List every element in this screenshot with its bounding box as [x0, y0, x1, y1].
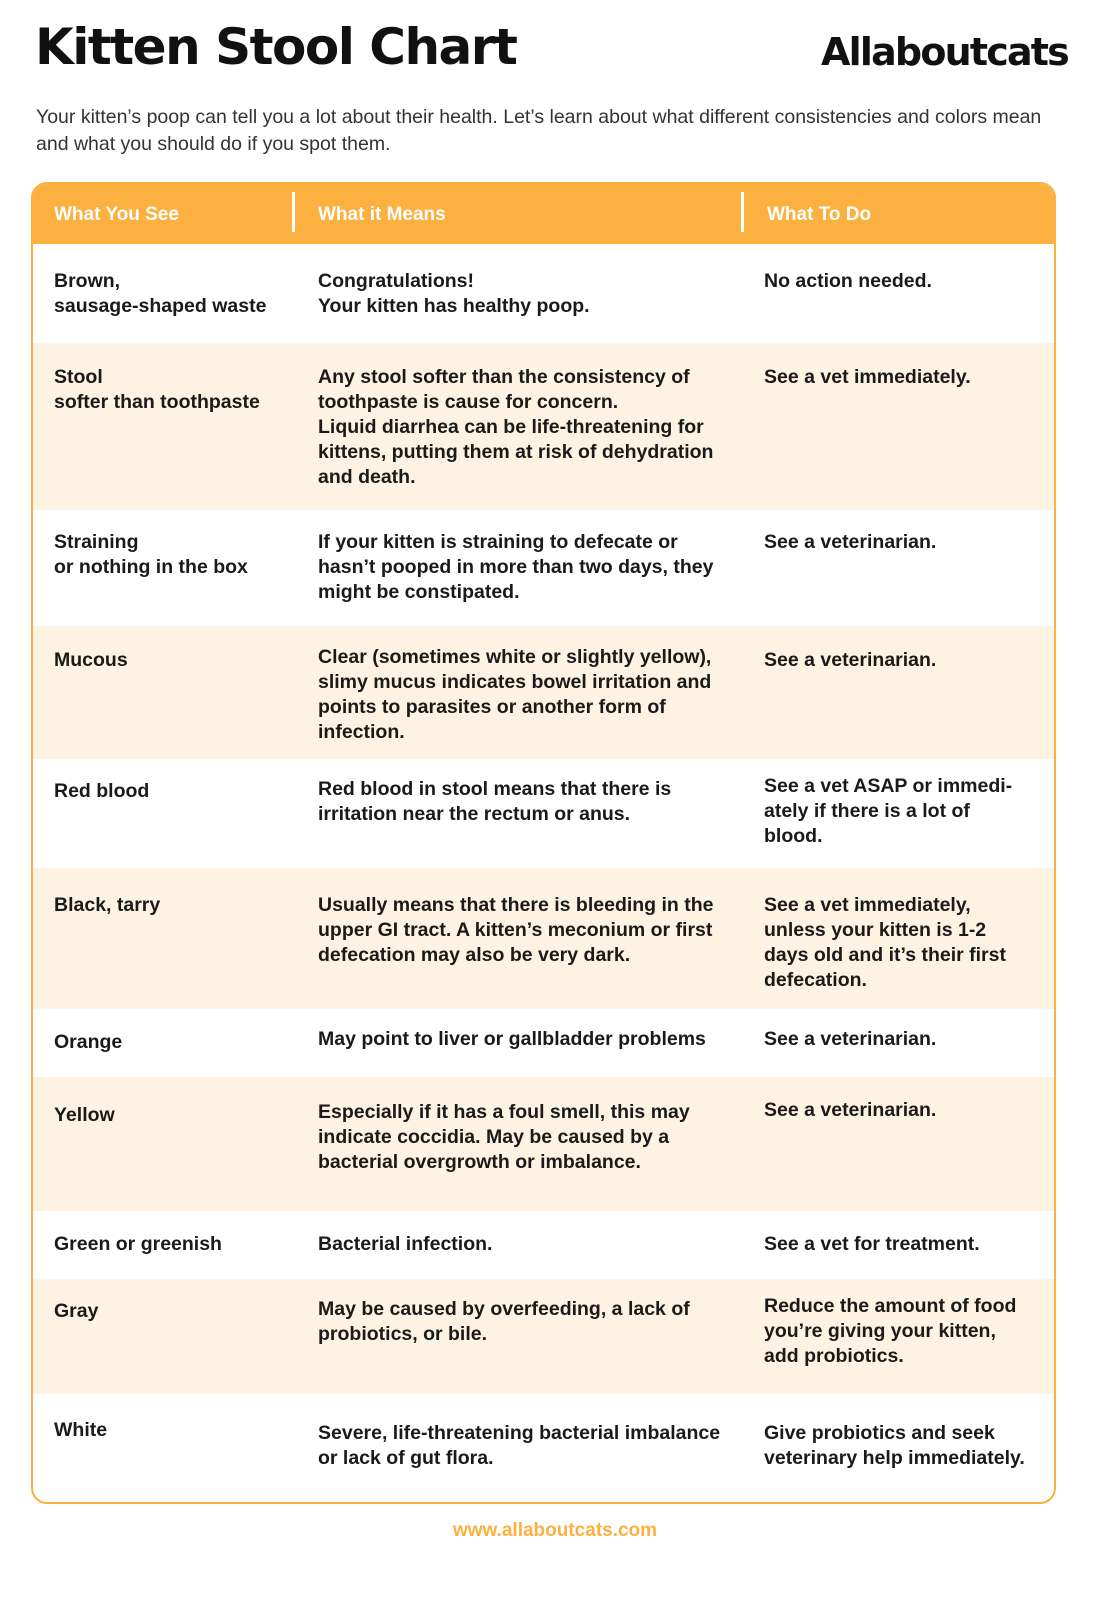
page-title: Kitten Stool Chart [35, 18, 517, 76]
row-what-it-means: Red blood in stool means that there is irritation near the rectum or anus. [318, 778, 672, 825]
row-what-you-see: Black, tarry [54, 894, 161, 916]
row-what-to-do: No action needed. [764, 270, 932, 292]
row-what-you-see: Yellow [54, 1104, 115, 1126]
column-header-what-it-means: What it Means [318, 204, 446, 225]
row-what-you-see: Green or greenish [54, 1233, 222, 1255]
row-what-to-do: See a veterinarian. [764, 1028, 937, 1050]
row-what-to-do: See a vet immediately, unless your kitten is 1-2 days old and it’s their first defecation. [764, 894, 1006, 991]
header-divider [741, 192, 744, 232]
row-what-it-means: Severe, life-threatening bacterial imbalance or lack of gut flora. [318, 1422, 721, 1469]
table-row [33, 244, 1054, 343]
row-what-you-see: Straining or nothing in the box [54, 531, 248, 578]
table-body [33, 244, 1054, 1504]
row-what-you-see: Brown, sausage-shaped waste [54, 270, 267, 317]
row-what-you-see: Gray [54, 1300, 99, 1322]
table-row [33, 1009, 1054, 1077]
row-what-to-do: Reduce the amount of food you’re giving your kitten, add probiotics. [764, 1295, 1017, 1367]
column-header-what-you-see: What You See [54, 204, 179, 225]
row-what-it-means: Usually means that there is bleeding in the upper GI tract. A kitten’s meconium or first defecation may also be very dark. [318, 894, 714, 966]
table-row [33, 1211, 1054, 1279]
row-what-it-means: Clear (sometimes white or slightly yellow), slimy mucus indicates bowel irritation and points to parasites or another form of infection. [318, 646, 712, 743]
row-what-to-do: See a vet for treatment. [764, 1233, 980, 1255]
table-row [33, 510, 1054, 626]
row-what-you-see: Orange [54, 1031, 123, 1053]
table-row [33, 1394, 1054, 1504]
row-what-it-means: If your kitten is straining to defecate or hasn’t pooped in more than two days, they might be constipated. [318, 531, 714, 603]
table-row [33, 626, 1054, 759]
table-header [33, 184, 1054, 244]
table-row [33, 1077, 1054, 1211]
column-header-what-to-do: What To Do [767, 204, 872, 225]
row-what-it-means: Any stool softer than the consistency of toothpaste is cause for concern. Liquid diarrhea can be life-threatening for kittens, putting them at risk of dehydration and death. [318, 366, 714, 488]
row-what-it-means: Bacterial infection. [318, 1233, 493, 1255]
brand-logo: Allaboutcats [821, 30, 1068, 74]
row-what-you-see: Red blood [54, 780, 150, 802]
header-divider [292, 192, 295, 232]
row-what-to-do: See a veterinarian. [764, 1099, 937, 1121]
row-what-to-do: See a veterinarian. [764, 649, 937, 671]
row-what-it-means: May point to liver or gallbladder problems [318, 1028, 706, 1050]
table-row [33, 759, 1054, 868]
table-row [33, 343, 1054, 510]
row-what-to-do: Give probiotics and seek veterinary help immediately. [764, 1422, 1025, 1469]
intro-text: Your kitten’s poop can tell you a lot about their health. Let’s learn about what different consistencies and colors mean and what you should do if you spot them. [36, 106, 1042, 155]
table-row [33, 868, 1054, 1009]
row-what-it-means: May be caused by overfeeding, a lack of probiotics, or bile. [318, 1298, 690, 1345]
row-what-you-see: White [54, 1419, 108, 1441]
table-row [33, 1279, 1054, 1394]
row-what-it-means: Congratulations! Your kitten has healthy poop. [318, 270, 590, 317]
row-what-to-do: See a veterinarian. [764, 531, 937, 553]
row-what-to-do: See a vet immediately. [764, 366, 971, 388]
row-what-you-see: Stool softer than toothpaste [54, 366, 260, 413]
stool-chart-table [31, 182, 1056, 1504]
footer-url[interactable]: www.allaboutcats.com [452, 1520, 658, 1541]
row-what-to-do: See a vet ASAP or immedi- ately if there is a lot of blood. [764, 775, 1013, 847]
row-what-it-means: Especially if it has a foul smell, this may indicate coccidia. May be caused by a bacterial overgrowth or imbalance. [318, 1101, 690, 1173]
row-what-you-see: Mucous [54, 649, 128, 671]
